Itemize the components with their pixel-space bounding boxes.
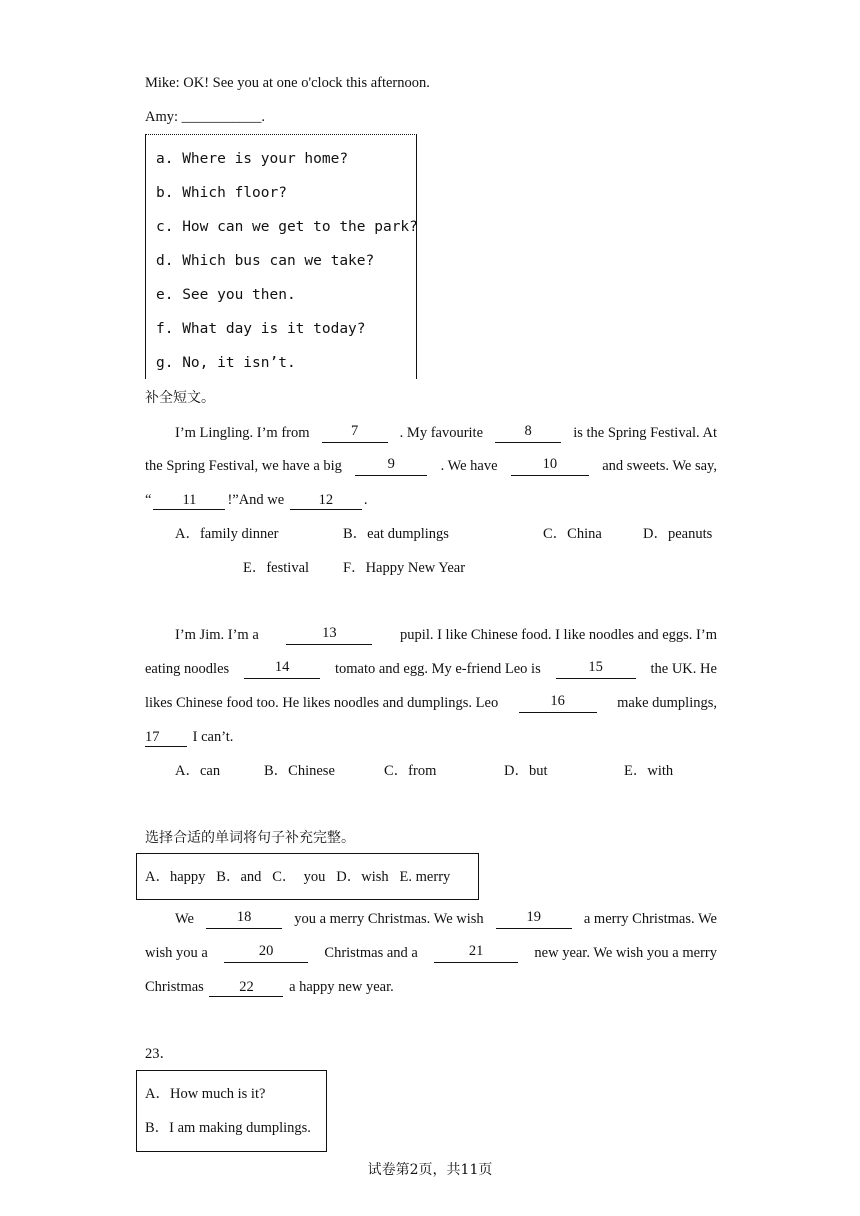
blank-11: 11 xyxy=(153,492,225,510)
section2-heading: 补全短文。 xyxy=(145,390,215,406)
text: . We have xyxy=(440,458,498,474)
choice-f: F．Happy New Year xyxy=(343,560,466,576)
choice-d: D．but xyxy=(504,763,548,779)
choice-b: B．eat dumplings xyxy=(343,526,449,542)
text: is the Spring Festival. At xyxy=(573,425,717,441)
answer-a: A．How much is it? xyxy=(145,1086,266,1102)
blank-14: 14 xyxy=(244,659,320,679)
text: I can’t. xyxy=(192,729,234,745)
passage2-line2 xyxy=(145,659,717,679)
blank-8: 8 xyxy=(495,423,561,443)
blank-7: 7 xyxy=(322,423,388,443)
text: pupil. I like Chinese food. I like noodles and eggs. I’m xyxy=(400,627,717,643)
answer-box xyxy=(136,1070,327,1152)
text: We xyxy=(175,911,194,927)
blank-15: 15 xyxy=(556,659,636,679)
text: I’m Lingling. I’m from xyxy=(175,425,310,441)
blank-20: 20 xyxy=(224,943,308,963)
text: and sweets. We say, xyxy=(602,458,717,474)
text: eating noodles xyxy=(145,661,230,677)
text: . My favourite xyxy=(399,425,484,441)
blank-17: 17 xyxy=(145,729,187,747)
blank-16: 16 xyxy=(519,693,597,713)
passage2-line4 xyxy=(145,727,233,747)
passage3-line3 xyxy=(145,977,394,997)
text: “ xyxy=(145,492,152,508)
blank-12: 12 xyxy=(290,492,362,510)
page-footer: 试卷第2页，共11页 xyxy=(367,1162,493,1178)
text: wish you a xyxy=(145,945,208,961)
passage2-line1 xyxy=(175,625,717,645)
blank-22: 22 xyxy=(209,979,283,997)
passage1-line1 xyxy=(175,423,717,443)
option-b: b. Which floor? xyxy=(156,185,287,201)
amy-period: . xyxy=(261,109,266,125)
text: a happy new year. xyxy=(289,979,394,995)
question-23-number: 23． xyxy=(145,1046,174,1062)
choice-a: A．can xyxy=(175,763,221,779)
choice-b: B．Chinese xyxy=(264,763,335,779)
amy-blank: ___________ xyxy=(181,109,262,125)
option-c: c. How can we get to the park? xyxy=(156,219,418,235)
blank-13: 13 xyxy=(286,625,372,645)
text: the Spring Festival, we have a big xyxy=(145,458,342,474)
text: !”And we xyxy=(227,492,285,508)
choice-d: D．peanuts xyxy=(643,526,713,542)
section4-heading: 选择合适的单词将句子补充完整。 xyxy=(145,830,355,846)
amy-label: Amy: xyxy=(145,109,182,125)
options-box xyxy=(145,134,417,379)
answer-b: B．I am making dumplings. xyxy=(145,1120,311,1136)
blank-10: 10 xyxy=(511,456,589,476)
option-d: d. Which bus can we take? xyxy=(156,253,375,269)
blank-21: 21 xyxy=(434,943,518,963)
text: a merry Christmas. We xyxy=(583,911,717,927)
choice-c: C．China xyxy=(543,526,602,542)
dialogue-amy xyxy=(145,107,265,127)
option-e: e. See you then. xyxy=(156,287,296,303)
text: Christmas and a xyxy=(324,945,418,961)
choice-c: C．from xyxy=(384,763,437,779)
word-bank: A．happy B．and C． you D．wish E. merry xyxy=(145,869,451,885)
passage2-line3 xyxy=(145,693,717,713)
dialogue-mike: Mike: OK! See you at one o'clock this afternoon. xyxy=(145,75,430,91)
text: I’m Jim. I’m a xyxy=(175,627,259,643)
choice-e: E．festival xyxy=(243,560,310,576)
text: you a merry Christmas. We wish xyxy=(294,911,484,927)
passage1-line2 xyxy=(145,456,717,476)
choice-a: A．family dinner xyxy=(175,526,279,542)
blank-9: 9 xyxy=(355,456,427,476)
passage1-line3 xyxy=(145,490,367,510)
passage3-line1 xyxy=(175,909,717,929)
text: tomato and egg. My e-friend Leo is xyxy=(334,661,541,677)
text: . xyxy=(363,492,368,508)
text: new year. We wish you a merry xyxy=(534,945,717,961)
blank-19: 19 xyxy=(496,909,572,929)
text: make dumplings, xyxy=(617,695,717,711)
text: the UK. He xyxy=(650,661,717,677)
choice-e: E．with xyxy=(624,763,674,779)
text: Christmas xyxy=(145,979,204,995)
passage3-line2 xyxy=(145,943,717,963)
blank-18: 18 xyxy=(206,909,282,929)
word-bank-box xyxy=(136,853,479,900)
option-g: g. No, it isn’t. xyxy=(156,355,296,371)
option-f: f. What day is it today? xyxy=(156,321,366,337)
text: likes Chinese food too. He likes noodles and dumplings. Leo xyxy=(145,695,499,711)
option-a: a. Where is your home? xyxy=(156,151,349,167)
